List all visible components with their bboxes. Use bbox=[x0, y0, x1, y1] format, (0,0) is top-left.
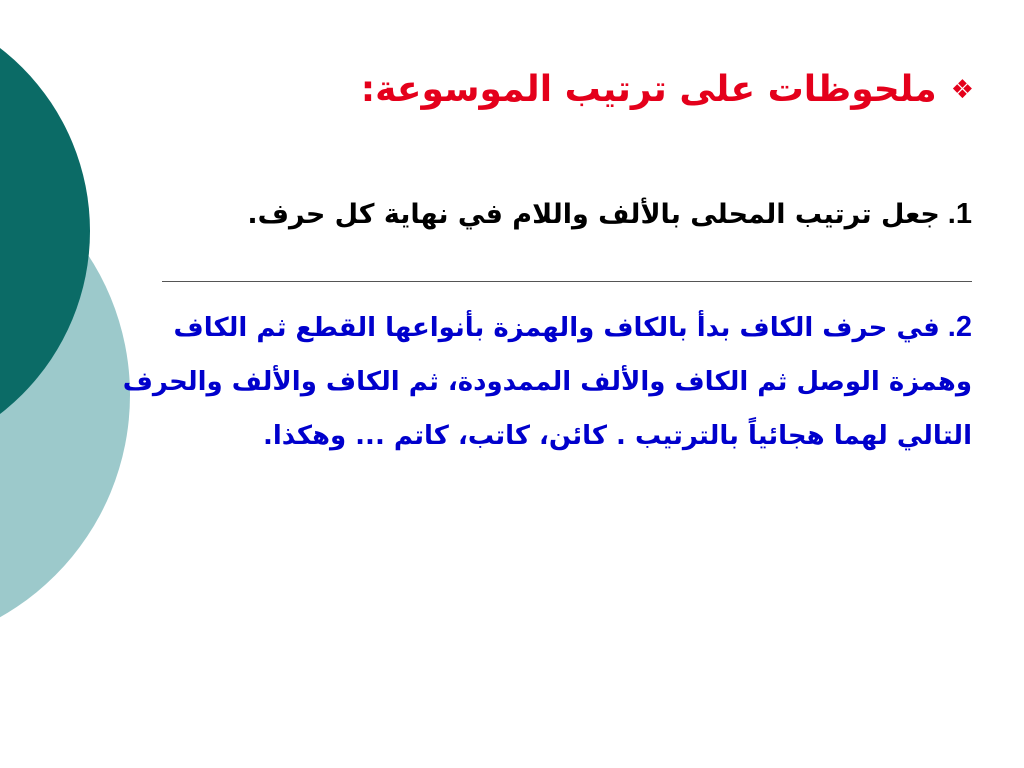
slide-title-text: ملحوظات على ترتيب الموسوعة: bbox=[360, 69, 937, 110]
note-point-2-number: 2. bbox=[947, 311, 972, 343]
note-point-1-number: 1. bbox=[947, 198, 972, 230]
diamond-bullet-icon: ❖ bbox=[950, 75, 974, 105]
note-point-1-text: جعل ترتيب المحلى بالألف واللام في نهاية كل حرف. bbox=[247, 199, 940, 230]
note-point-1 bbox=[247, 192, 972, 237]
note-point-2-text: في حرف الكاف بدأ بالكاف والهمزة بأنواعها القطع ثم الكاف وهمزة الوصل ثم الكاف والألف الممدودة، ثم الكاف والألف والحرف التالي لهما هجائياً بالترتيب . كائن، كاتب، كاتم ... وهكذا. bbox=[122, 313, 972, 451]
note-point-2 bbox=[112, 300, 972, 463]
divider-line bbox=[162, 281, 972, 282]
slide-title bbox=[361, 68, 974, 112]
